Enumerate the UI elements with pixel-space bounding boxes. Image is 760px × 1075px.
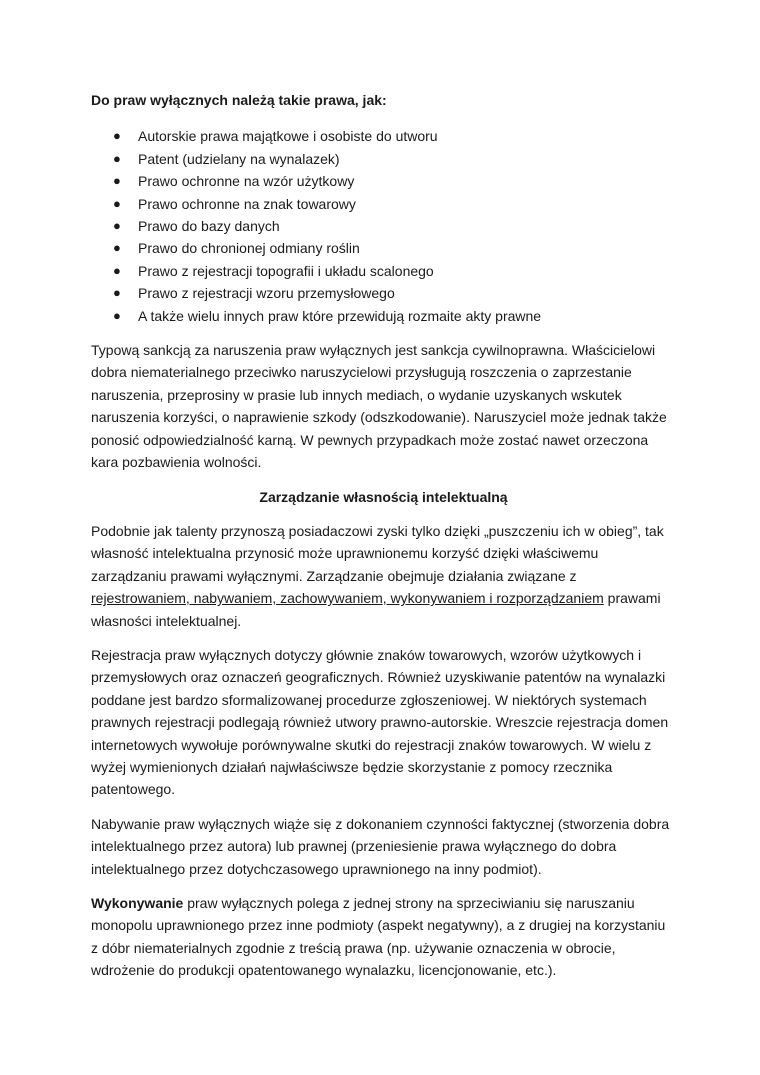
bullet-icon: ● [113,285,121,301]
bullet-icon: ● [113,262,121,278]
bullet-icon: ● [113,218,121,234]
bullet-icon: ● [113,307,121,323]
paragraph-registration: Rejestracja praw wyłącznych dotyczy głównie znaków towarowych, wzorów użytkowych i przemysłowych oraz oznaczeń geograficznych. Również uzyskiwanie patentów na wynalazki poddane jest bardzo sformalizowanej procedurze zgłoszeniowej. W niektórych systemach prawnych rejestracji podlegają również utwory prawno-autorskie. Wreszcie rejestracja domen internetowych wywołuje porównywalne skutki do rejestracji znaków towarowych. W wielu z wyżej wymienionych działań najwłaściwsze będzie skorzystanie z pomocy rzecznika patentowego. [91,646,669,798]
list-item: ● Prawo do chronionej odmiany roślin [91,237,676,259]
paragraph-acquisition: Nabywanie praw wyłącznych wiąże się z dokonaniem czynności faktycznej (stworzenia dobra intelektualnego przez autora) lub prawnej (przeniesienie prawa wyłącznego do dobra intelektualnego przez dotychczasowego uprawnionego na inny podmiot). [91,815,670,877]
bullet-icon: ● [113,150,121,166]
document-body [91,89,676,994]
list-item: ● Prawo z rejestracji topografii i układu scalonego [91,260,676,282]
list-item: ● Patent (udzielany na wynalazek) [91,148,676,170]
bullet-icon: ● [113,128,121,144]
list-item: ● Prawo do bazy danych [91,215,676,237]
list-item: ● Prawo z rejestracji wzoru przemysłowego [91,282,676,304]
list-item: ● A także wielu innych praw które przewidują rozmaite akty prawne [91,305,676,327]
bold-term: Wykonywanie [91,895,184,911]
bullet-icon: ● [113,240,121,256]
exclusive-rights-list [91,125,676,327]
list-item: ● Autorskie prawa majątkowe i osobiste do utworu [91,125,676,147]
bullet-icon: ● [113,195,121,211]
bullet-icon: ● [113,173,121,189]
paragraph-sanctions: Typową sankcją za naruszenia praw wyłącznych jest sankcja cywilnoprawna. Właścicielowi dobra niematerialnego przeciwko naruszycielowi przysługują roszczenia o zaprzestanie naruszenia, przeprosiny w prasie lub innych mediach, o wydanie uzyskanych wskutek naruszenia korzyści, o naprawienie szkody (odszkodowanie). Naruszyciel może jednak także ponosić odpowiedzialność karną. W pewnych przypadkach może zostać nawet orzeczona kara pozbawienia wolności. [91,342,667,471]
section-title: Zarządzanie własnością intelektualną [259,488,508,505]
list-item: ● Prawo ochronne na znak towarowy [91,193,676,215]
paragraph-management: Podobnie jak talenty przynoszą posiadaczowi zyski tylko dzięki „puszczeniu ich w obieg”, tak własność intelektualna przynosić może uprawnionemu korzyść dzięki właściwemu zarządzaniu prawami wyłącznymi. Zarządzanie obejmuje działania związane z rejestrowaniem, nabywaniem, zachowywaniem, wykonywaniem i rozporządzaniem prawami własności intelektualnej. [91,522,664,629]
list-item: ● Prawo ochronne na wzór użytkowy [91,170,676,192]
paragraph-exercise: Wykonywanie praw wyłącznych polega z jednej strony na sprzeciwianiu się naruszaniu monopolu uprawnionego przez inne podmioty (aspekt negatywny), a z drugiej na korzystaniu z dóbr niematerialnych zgodnie z treścią prawa (np. używanie oznaczenia w obrocie, wdrożenie do produkcji opatentowanego wynalazku, licencjonowanie, etc.). [91,895,666,979]
underlined-actions: rejestrowaniem, nabywaniem, zachowywaniem, wykonywaniem i rozporządzaniem [91,590,604,607]
list-heading: Do praw wyłącznych należą takie prawa, jak: [91,92,387,108]
